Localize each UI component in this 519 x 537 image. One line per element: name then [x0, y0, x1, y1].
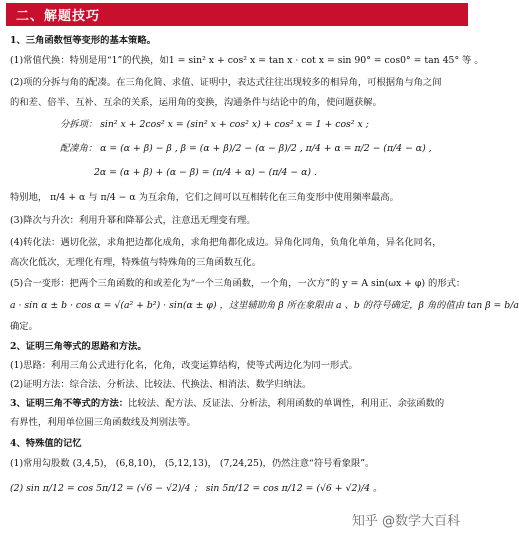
peicou-line-b: 2α = (α + β) + (α − β) = (π/4 + α) − (π/4 − α) . [94, 167, 317, 178]
fenchai-line: 分拆项： sin² x + 2cos² x = (sin² x + cos² x) + cos² x = 1 + cos² x ; [60, 119, 369, 130]
paragraph-3a [10, 397, 468, 410]
paragraph-1-3: (3)降次与升次：利用升幂和降幂公式，注意迅无理变有理。 [10, 215, 256, 226]
paragraph-1-2b: 的和差、倍半、互补、互余的关系，运用角的变换，沟通条件与结论中的角，使问题获解。 [10, 97, 382, 108]
paragraph-1-2a: (2)项的分拆与角的配凑。在三角化简、求值、证明中，表达式往往出现较多的相异角，可根据角与角之间 [10, 77, 442, 88]
paragraph-1-5a: (5)合一变形：把两个三角函数的和或差化为“一个三角函数，一个角，一次方”的 y = A sin(ωx + φ) 的形式： [10, 278, 466, 289]
heading-1: 1、三角函数恒等变形的基本策略。 [10, 35, 156, 46]
special-line: 特别地， π/4 + α 与 π/4 − α 为互余角，它们之间可以互相转化在三角变形中使用频率最高。 [10, 192, 399, 203]
heading-3: 3、证明三角不等式的方法： [10, 398, 129, 409]
paragraph-4-1: (1)常用勾股数 (3,4,5)， (6,8,10)， (5,12,13)， (7,24,25)，仍然注意“符号看象限”。 [10, 458, 375, 469]
peicou-line-a: 配凑角： α = (α + β) − β , β = (α + β)/2 − (α − β)/2 , π/4 + α = π/2 − (π/4 − α) , [60, 143, 432, 154]
section-banner [6, 3, 468, 26]
paragraph-1-1: (1)常值代换：特别是用“1”的代换，如1 = sin² x + cos² x = tan x · cot x = sin 90° = cos0° = tan 45° 等 。 [10, 55, 484, 66]
heading-4: 4、特殊值的记忆 [10, 438, 82, 449]
paragraph-3-text: 比较法、配方法、反证法、分析法，利用函数的单调性，利用正、余弦函数的 [128, 398, 445, 409]
paragraph-1-4a: (4)转化法：遇切化弦，求角把边都化成角，求角把角都化成边。异角化同角，负角化单角，异名化同名， [10, 237, 442, 248]
paragraph-3b: 有界性，利用单位圆三角函数线及判别法等。 [10, 417, 196, 428]
paragraph-1-5c: 确定。 [10, 321, 38, 332]
section-title: 二、解题技巧 [16, 9, 101, 24]
paragraph-2-2: (2)证明方法：综合法、分析法、比较法、代换法、相消法、数学归纳法。 [10, 379, 312, 390]
paragraph-1-5b: a · sin α ± b · cos α = √(a² + b²) · sin(α ± φ) ，这里辅助角 β 所在象限由 a 、b 的符号确定，β 角的值由 tan β = b/a [10, 300, 519, 311]
paragraph-4-2: (2) sin π/12 = cos 5π/12 = (√6 − √2)/4 ； sin 5π/12 = cos π/12 = (√6 + √2)/4 。 [10, 483, 383, 494]
heading-2: 2、证明三角等式的思路和方法。 [10, 341, 147, 352]
watermark: 知乎 @数学大百科 [351, 514, 460, 529]
paragraph-2-1: (1)思路：利用三角公式进行化名，化角，改变运算结构，使等式两边化为同一形式。 [10, 360, 358, 371]
paragraph-1-4b: 高次化低次，无理化有理，特殊值与特殊角的三角函数互化。 [10, 257, 262, 268]
